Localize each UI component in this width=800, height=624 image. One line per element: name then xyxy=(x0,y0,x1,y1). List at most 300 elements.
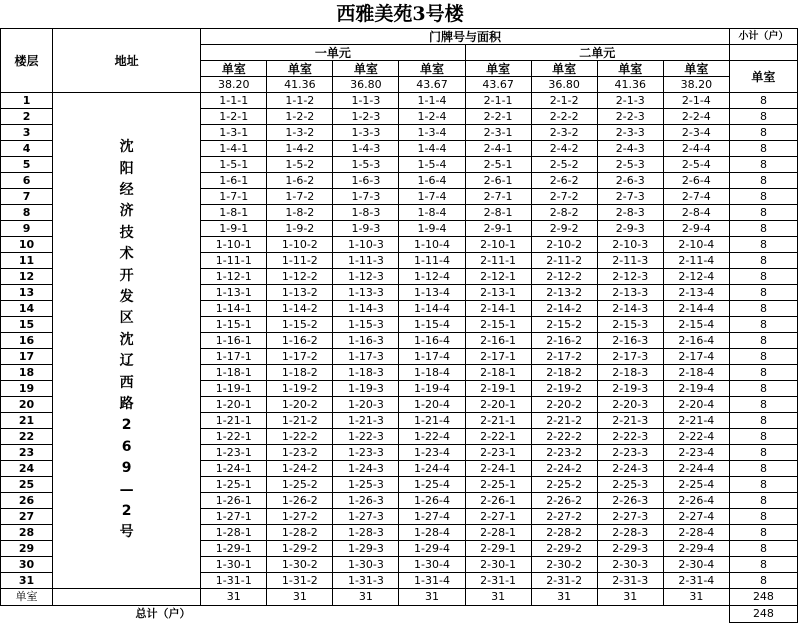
room-number: 2-17-2 xyxy=(531,349,597,365)
room-number: 2-9-2 xyxy=(531,221,597,237)
room-number: 1-27-4 xyxy=(399,509,465,525)
room-number: 1-19-1 xyxy=(201,381,267,397)
room-number: 1-25-3 xyxy=(333,477,399,493)
room-number: 2-21-2 xyxy=(531,413,597,429)
header-area: 41.36 xyxy=(597,77,663,93)
room-number: 2-21-1 xyxy=(465,413,531,429)
header-room-type: 单室 xyxy=(663,61,729,77)
room-number: 1-9-4 xyxy=(399,221,465,237)
address-char: 技 xyxy=(119,224,134,241)
room-number: 1-18-3 xyxy=(333,365,399,381)
room-number: 2-18-3 xyxy=(597,365,663,381)
floor-number: 19 xyxy=(1,381,53,397)
housing-table xyxy=(0,28,798,623)
room-number: 1-8-3 xyxy=(333,205,399,221)
room-number: 2-18-4 xyxy=(663,365,729,381)
room-number: 1-2-3 xyxy=(333,109,399,125)
floor-number: 4 xyxy=(1,141,53,157)
address-char: 西 xyxy=(119,374,134,391)
room-number: 2-19-4 xyxy=(663,381,729,397)
room-number: 1-9-3 xyxy=(333,221,399,237)
floor-number: 25 xyxy=(1,477,53,493)
room-number: 2-17-4 xyxy=(663,349,729,365)
header-subtotal: 小计（户） xyxy=(729,29,797,45)
room-number: 2-9-1 xyxy=(465,221,531,237)
room-number: 2-6-2 xyxy=(531,173,597,189)
room-number: 1-30-3 xyxy=(333,557,399,573)
floor-number: 11 xyxy=(1,253,53,269)
room-number: 2-3-4 xyxy=(663,125,729,141)
room-number: 1-24-4 xyxy=(399,461,465,477)
room-number: 1-14-4 xyxy=(399,301,465,317)
room-number: 2-22-3 xyxy=(597,429,663,445)
room-number: 2-22-4 xyxy=(663,429,729,445)
summary-value: 31 xyxy=(267,589,333,606)
room-number: 1-16-1 xyxy=(201,333,267,349)
room-number: 2-9-3 xyxy=(597,221,663,237)
room-number: 1-31-2 xyxy=(267,573,333,589)
room-number: 2-8-2 xyxy=(531,205,597,221)
room-number: 1-4-1 xyxy=(201,141,267,157)
row-subtotal: 8 xyxy=(729,445,797,461)
floor-number: 7 xyxy=(1,189,53,205)
room-number: 1-20-3 xyxy=(333,397,399,413)
floor-number: 13 xyxy=(1,285,53,301)
header-address: 地址 xyxy=(53,29,201,93)
room-number: 2-20-1 xyxy=(465,397,531,413)
floor-number: 22 xyxy=(1,429,53,445)
room-number: 2-5-4 xyxy=(663,157,729,173)
room-number: 2-26-1 xyxy=(465,493,531,509)
room-number: 1-23-2 xyxy=(267,445,333,461)
room-number: 2-6-4 xyxy=(663,173,729,189)
floor-number: 15 xyxy=(1,317,53,333)
summary-subtotal: 248 xyxy=(729,589,797,606)
row-subtotal: 8 xyxy=(729,301,797,317)
room-number: 1-1-3 xyxy=(333,93,399,109)
room-number: 2-6-3 xyxy=(597,173,663,189)
room-number: 2-23-2 xyxy=(531,445,597,461)
room-number: 1-11-1 xyxy=(201,253,267,269)
room-number: 2-10-3 xyxy=(597,237,663,253)
header-area: 43.67 xyxy=(465,77,531,93)
address-char: 沈 xyxy=(119,139,134,156)
room-number: 2-6-1 xyxy=(465,173,531,189)
header-area: 43.67 xyxy=(399,77,465,93)
row-subtotal: 8 xyxy=(729,141,797,157)
room-number: 1-3-4 xyxy=(399,125,465,141)
header-area: 36.80 xyxy=(531,77,597,93)
header-area: 41.36 xyxy=(267,77,333,93)
room-number: 2-1-1 xyxy=(465,93,531,109)
floor-number: 8 xyxy=(1,205,53,221)
room-number: 2-17-1 xyxy=(465,349,531,365)
room-number: 2-24-4 xyxy=(663,461,729,477)
header-area: 38.20 xyxy=(201,77,267,93)
room-number: 2-18-2 xyxy=(531,365,597,381)
room-number: 1-31-3 xyxy=(333,573,399,589)
room-number: 2-23-1 xyxy=(465,445,531,461)
room-number: 1-23-1 xyxy=(201,445,267,461)
room-number: 2-16-3 xyxy=(597,333,663,349)
row-subtotal: 8 xyxy=(729,349,797,365)
room-number: 1-6-1 xyxy=(201,173,267,189)
summary-value: 31 xyxy=(531,589,597,606)
room-number: 1-18-2 xyxy=(267,365,333,381)
total-value: 248 xyxy=(729,606,797,623)
room-number: 2-24-1 xyxy=(465,461,531,477)
row-subtotal: 8 xyxy=(729,125,797,141)
address-char: 经 xyxy=(119,181,134,198)
header-subtotal-type: 单室 xyxy=(729,61,797,93)
row-subtotal: 8 xyxy=(729,477,797,493)
room-number: 2-15-4 xyxy=(663,317,729,333)
room-number: 1-10-1 xyxy=(201,237,267,253)
floor-number: 3 xyxy=(1,125,53,141)
room-number: 1-28-3 xyxy=(333,525,399,541)
room-number: 2-5-3 xyxy=(597,157,663,173)
room-number: 1-10-3 xyxy=(333,237,399,253)
floor-number: 18 xyxy=(1,365,53,381)
room-number: 2-30-4 xyxy=(663,557,729,573)
room-number: 1-6-2 xyxy=(267,173,333,189)
floor-number: 5 xyxy=(1,157,53,173)
room-number: 2-5-1 xyxy=(465,157,531,173)
room-number: 1-8-4 xyxy=(399,205,465,221)
row-subtotal: 8 xyxy=(729,461,797,477)
floor-number: 30 xyxy=(1,557,53,573)
floor-number: 12 xyxy=(1,269,53,285)
room-number: 2-2-2 xyxy=(531,109,597,125)
row-subtotal: 8 xyxy=(729,509,797,525)
floor-number: 1 xyxy=(1,93,53,109)
row-subtotal: 8 xyxy=(729,221,797,237)
room-number: 2-3-2 xyxy=(531,125,597,141)
room-number: 1-25-1 xyxy=(201,477,267,493)
floor-number: 20 xyxy=(1,397,53,413)
room-number: 2-24-2 xyxy=(531,461,597,477)
header-room-type: 单室 xyxy=(201,61,267,77)
room-number: 2-17-3 xyxy=(597,349,663,365)
room-number: 1-7-4 xyxy=(399,189,465,205)
room-number: 1-16-3 xyxy=(333,333,399,349)
room-number: 2-2-4 xyxy=(663,109,729,125)
room-number: 1-3-1 xyxy=(201,125,267,141)
row-subtotal: 8 xyxy=(729,205,797,221)
room-number: 2-15-2 xyxy=(531,317,597,333)
row-subtotal: 8 xyxy=(729,381,797,397)
room-number: 1-12-2 xyxy=(267,269,333,285)
room-number: 1-20-2 xyxy=(267,397,333,413)
total-label: 总计（户） xyxy=(1,606,730,623)
room-number: 2-1-3 xyxy=(597,93,663,109)
room-number: 1-13-4 xyxy=(399,285,465,301)
address-char: 号 xyxy=(119,524,134,541)
row-subtotal: 8 xyxy=(729,541,797,557)
address-char: 发 xyxy=(119,288,134,305)
room-number: 1-14-2 xyxy=(267,301,333,317)
address-char: 2 xyxy=(121,503,132,520)
summary-row xyxy=(1,589,798,606)
room-number: 2-28-4 xyxy=(663,525,729,541)
room-number: 1-9-2 xyxy=(267,221,333,237)
room-number: 1-1-2 xyxy=(267,93,333,109)
room-number: 1-24-3 xyxy=(333,461,399,477)
room-number: 1-12-1 xyxy=(201,269,267,285)
room-number: 2-27-2 xyxy=(531,509,597,525)
room-number: 2-15-3 xyxy=(597,317,663,333)
room-number: 2-20-4 xyxy=(663,397,729,413)
room-number: 1-10-4 xyxy=(399,237,465,253)
room-number: 2-20-2 xyxy=(531,397,597,413)
room-number: 1-3-3 xyxy=(333,125,399,141)
room-number: 1-2-2 xyxy=(267,109,333,125)
room-number: 1-21-2 xyxy=(267,413,333,429)
room-number: 2-11-1 xyxy=(465,253,531,269)
room-number: 2-13-4 xyxy=(663,285,729,301)
header-room-type: 单室 xyxy=(597,61,663,77)
floor-number: 24 xyxy=(1,461,53,477)
room-number: 2-9-4 xyxy=(663,221,729,237)
room-number: 2-8-1 xyxy=(465,205,531,221)
room-number: 1-17-1 xyxy=(201,349,267,365)
floor-number: 31 xyxy=(1,573,53,589)
header-group: 门牌号与面积 xyxy=(201,29,730,45)
room-number: 2-2-3 xyxy=(597,109,663,125)
header-room-type: 单室 xyxy=(465,61,531,77)
floor-number: 23 xyxy=(1,445,53,461)
floor-number: 6 xyxy=(1,173,53,189)
room-number: 1-1-4 xyxy=(399,93,465,109)
room-number: 2-12-1 xyxy=(465,269,531,285)
row-subtotal: 8 xyxy=(729,317,797,333)
room-number: 2-11-3 xyxy=(597,253,663,269)
room-number: 1-6-3 xyxy=(333,173,399,189)
room-number: 1-27-3 xyxy=(333,509,399,525)
room-number: 2-1-4 xyxy=(663,93,729,109)
header-room-type: 单室 xyxy=(531,61,597,77)
room-number: 1-21-4 xyxy=(399,413,465,429)
room-number: 2-24-3 xyxy=(597,461,663,477)
floor-number: 17 xyxy=(1,349,53,365)
sheet-title: 西雅美苑3号楼 xyxy=(336,3,464,25)
summary-value: 31 xyxy=(399,589,465,606)
room-number: 2-23-3 xyxy=(597,445,663,461)
address-char: 9 xyxy=(121,460,132,477)
room-number: 2-13-3 xyxy=(597,285,663,301)
room-number: 2-22-2 xyxy=(531,429,597,445)
room-number: 1-21-1 xyxy=(201,413,267,429)
header-room-type: 单室 xyxy=(399,61,465,77)
room-number: 2-15-1 xyxy=(465,317,531,333)
room-number: 1-7-3 xyxy=(333,189,399,205)
room-number: 2-16-4 xyxy=(663,333,729,349)
room-number: 1-26-3 xyxy=(333,493,399,509)
address-char: — xyxy=(119,481,134,498)
summary-value: 31 xyxy=(663,589,729,606)
summary-blank xyxy=(53,589,201,606)
summary-value: 31 xyxy=(201,589,267,606)
room-number: 1-20-1 xyxy=(201,397,267,413)
room-number: 1-15-1 xyxy=(201,317,267,333)
room-number: 1-28-1 xyxy=(201,525,267,541)
floor-number: 29 xyxy=(1,541,53,557)
room-number: 1-26-2 xyxy=(267,493,333,509)
room-number: 2-21-3 xyxy=(597,413,663,429)
room-number: 2-30-1 xyxy=(465,557,531,573)
room-number: 2-14-4 xyxy=(663,301,729,317)
room-number: 1-2-1 xyxy=(201,109,267,125)
row-subtotal: 8 xyxy=(729,557,797,573)
room-number: 1-14-1 xyxy=(201,301,267,317)
address-char: 术 xyxy=(119,246,134,263)
room-number: 1-13-2 xyxy=(267,285,333,301)
room-number: 1-15-3 xyxy=(333,317,399,333)
room-number: 2-12-3 xyxy=(597,269,663,285)
row-subtotal: 8 xyxy=(729,109,797,125)
room-number: 2-7-3 xyxy=(597,189,663,205)
room-number: 2-19-1 xyxy=(465,381,531,397)
room-number: 2-30-3 xyxy=(597,557,663,573)
table-row xyxy=(1,93,798,109)
address-char: 路 xyxy=(119,396,134,413)
room-number: 2-31-3 xyxy=(597,573,663,589)
room-number: 1-24-1 xyxy=(201,461,267,477)
floor-number: 27 xyxy=(1,509,53,525)
room-number: 2-22-1 xyxy=(465,429,531,445)
address-char: 济 xyxy=(119,203,134,220)
room-number: 1-14-3 xyxy=(333,301,399,317)
row-subtotal: 8 xyxy=(729,525,797,541)
room-number: 2-7-4 xyxy=(663,189,729,205)
room-number: 2-12-2 xyxy=(531,269,597,285)
room-number: 2-29-2 xyxy=(531,541,597,557)
room-number: 1-13-1 xyxy=(201,285,267,301)
room-number: 1-27-2 xyxy=(267,509,333,525)
room-number: 1-9-1 xyxy=(201,221,267,237)
header-area: 38.20 xyxy=(663,77,729,93)
room-number: 1-25-4 xyxy=(399,477,465,493)
header-unit-1: 一单元 xyxy=(201,45,465,61)
room-number: 1-1-1 xyxy=(201,93,267,109)
row-subtotal: 8 xyxy=(729,493,797,509)
row-subtotal: 8 xyxy=(729,397,797,413)
summary-label: 单室 xyxy=(1,589,53,606)
room-number: 2-25-4 xyxy=(663,477,729,493)
room-number: 1-28-2 xyxy=(267,525,333,541)
total-row xyxy=(1,606,798,623)
room-number: 1-11-3 xyxy=(333,253,399,269)
address-char: 辽 xyxy=(119,353,134,370)
room-number: 2-28-3 xyxy=(597,525,663,541)
address-char: 2 xyxy=(121,417,132,434)
room-number: 2-28-1 xyxy=(465,525,531,541)
room-number: 1-23-3 xyxy=(333,445,399,461)
room-number: 1-4-3 xyxy=(333,141,399,157)
room-number: 2-18-1 xyxy=(465,365,531,381)
room-number: 1-6-4 xyxy=(399,173,465,189)
room-number: 2-5-2 xyxy=(531,157,597,173)
room-number: 2-11-4 xyxy=(663,253,729,269)
room-number: 2-30-2 xyxy=(531,557,597,573)
address-char: 阳 xyxy=(119,160,134,177)
room-number: 2-4-1 xyxy=(465,141,531,157)
room-number: 2-26-2 xyxy=(531,493,597,509)
room-number: 2-8-4 xyxy=(663,205,729,221)
room-number: 2-25-2 xyxy=(531,477,597,493)
room-number: 2-29-4 xyxy=(663,541,729,557)
room-number: 2-4-2 xyxy=(531,141,597,157)
room-number: 2-4-3 xyxy=(597,141,663,157)
room-number: 1-29-3 xyxy=(333,541,399,557)
room-number: 1-29-1 xyxy=(201,541,267,557)
room-number: 1-5-2 xyxy=(267,157,333,173)
room-number: 2-2-1 xyxy=(465,109,531,125)
room-number: 2-25-1 xyxy=(465,477,531,493)
room-number: 1-18-4 xyxy=(399,365,465,381)
address-char: 区 xyxy=(119,310,134,327)
room-number: 2-20-3 xyxy=(597,397,663,413)
room-number: 2-11-2 xyxy=(531,253,597,269)
room-number: 1-27-1 xyxy=(201,509,267,525)
row-subtotal: 8 xyxy=(729,285,797,301)
room-number: 1-22-3 xyxy=(333,429,399,445)
room-number: 2-26-3 xyxy=(597,493,663,509)
floor-number: 2 xyxy=(1,109,53,125)
room-number: 2-23-4 xyxy=(663,445,729,461)
room-number: 1-15-2 xyxy=(267,317,333,333)
room-number: 1-21-3 xyxy=(333,413,399,429)
room-number: 2-13-2 xyxy=(531,285,597,301)
room-number: 1-5-1 xyxy=(201,157,267,173)
room-number: 1-19-2 xyxy=(267,381,333,397)
room-number: 2-8-3 xyxy=(597,205,663,221)
room-number: 2-12-4 xyxy=(663,269,729,285)
row-subtotal: 8 xyxy=(729,429,797,445)
room-number: 2-7-1 xyxy=(465,189,531,205)
room-number: 1-12-3 xyxy=(333,269,399,285)
room-number: 2-3-3 xyxy=(597,125,663,141)
room-number: 1-15-4 xyxy=(399,317,465,333)
room-number: 2-19-3 xyxy=(597,381,663,397)
room-number: 1-12-4 xyxy=(399,269,465,285)
room-number: 2-25-3 xyxy=(597,477,663,493)
room-number: 1-7-1 xyxy=(201,189,267,205)
room-number: 2-27-4 xyxy=(663,509,729,525)
room-number: 2-26-4 xyxy=(663,493,729,509)
address-char: 6 xyxy=(121,438,132,455)
room-number: 1-7-2 xyxy=(267,189,333,205)
header-area: 36.80 xyxy=(333,77,399,93)
room-number: 1-11-4 xyxy=(399,253,465,269)
address-char: 沈 xyxy=(119,331,134,348)
room-number: 1-16-2 xyxy=(267,333,333,349)
room-number: 1-24-2 xyxy=(267,461,333,477)
room-number: 2-21-4 xyxy=(663,413,729,429)
summary-value: 31 xyxy=(333,589,399,606)
header-room-type: 单室 xyxy=(267,61,333,77)
room-number: 2-31-4 xyxy=(663,573,729,589)
room-number: 2-3-1 xyxy=(465,125,531,141)
room-number: 1-16-4 xyxy=(399,333,465,349)
room-number: 1-17-2 xyxy=(267,349,333,365)
room-number: 1-10-2 xyxy=(267,237,333,253)
room-number: 1-28-4 xyxy=(399,525,465,541)
room-number: 1-31-1 xyxy=(201,573,267,589)
address-char: 开 xyxy=(119,267,134,284)
room-number: 1-19-3 xyxy=(333,381,399,397)
room-number: 2-10-1 xyxy=(465,237,531,253)
